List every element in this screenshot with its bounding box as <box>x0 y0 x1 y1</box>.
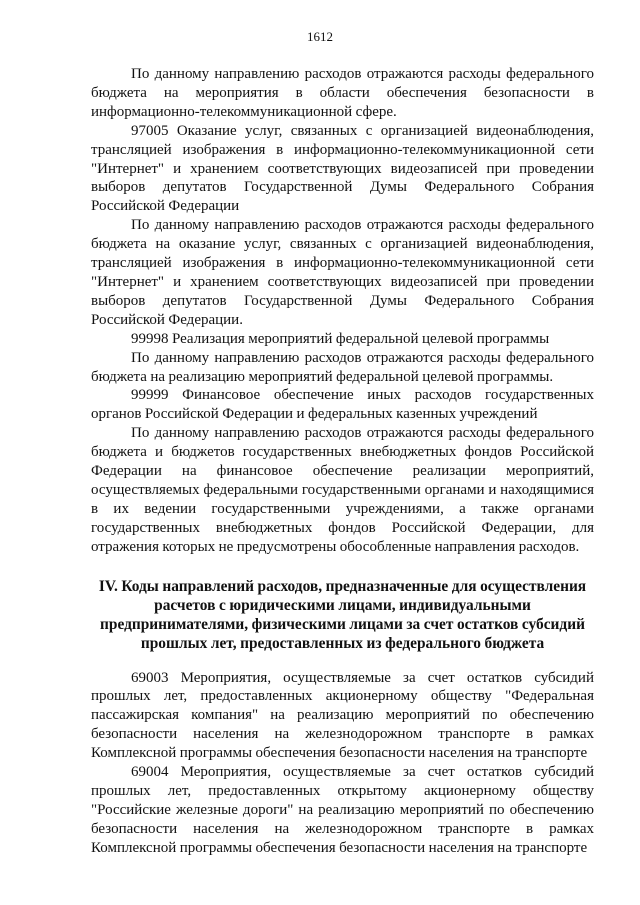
paragraph-expenses-info-security: По данному направлению расходов отражаются расходы федерального бюджета на мероприятия в области обеспечения безопасности в информационно-телекоммуникационной сфере. <box>91 66 594 120</box>
paragraph-code-69004: 69004 Мероприятия, осуществляемые за счет остатков субсидий прошлых лет, предоставленных открытому акционерному обществу "Российские железные дороги" на реализацию мероприятий по обеспечению безопасности населения на железнодорожном транспорте в рамках Комплексной программы обеспечения безопасности населения на транспорте <box>91 764 594 856</box>
paragraph-code-69003: 69003 Мероприятия, осуществляемые за счет остатков субсидий прошлых лет, предоставленных акционерному обществу "Федеральная пассажирская компания" на реализацию мероприятий по обеспечению безопасности населения на железнодорожном транспорте в рамках Комплексной программы обеспечения безопасности населения на транспорте <box>91 669 594 762</box>
paragraph-expenses-97005: По данному направлению расходов отражаются расходы федерального бюджета на оказание услуг, связанных с организацией видеонаблюдения, трансляцией изображения в информационно-телекоммуникационной сети "Интернет" и хранением соответствующих видеозаписей при проведении выборов депутатов Государственной Думы Федерального Собрания Российской Федерации. <box>91 217 594 328</box>
section-heading-iv: IV. Коды направлений расходов, предназначенные для осуществления расчетов с юридическими лицами, индивидуальными предпринимателями, физическими лицами за счет остатков субсидий прошлых лет, предоставленных из федерального бюджета <box>98 577 587 652</box>
paragraph-expenses-99998: По данному направлению расходов отражаются расходы федерального бюджета на реализацию мероприятий федеральной целевой программы. <box>91 349 594 385</box>
paragraph-expenses-99999: По данному направлению расходов отражаются расходы федерального бюджета и бюджетов государственных внебюджетных фондов Российской Федерации на финансовое обеспечение реализации мероприятий, осуществляемых федеральными государственными органами и находящимися в их ведении государственными учреждениями, а также органами государственных внебюджетных фондов Российской Федерации, для отражения которых не предусмотрены обособленные направления расходов. <box>91 425 594 555</box>
paragraph-code-99999: 99999 Финансовое обеспечение иных расходов государственных органов Российской Федерации и федеральных казенных учреждений <box>91 387 594 423</box>
document-body <box>91 65 594 858</box>
paragraph-code-97005: 97005 Оказание услуг, связанных с организацией видеонаблюдения, трансляцией изображения в информационно-телекоммуникационной сети "Интернет" и хранением соответствующих видеозаписей при проведении выборов депутатов Государственной Думы Федерального Собрания Российской Федерации <box>91 122 594 215</box>
paragraph-code-99998: 99998 Реализация мероприятий федеральной целевой программы <box>131 330 550 347</box>
page-number: 1612 <box>307 29 333 44</box>
